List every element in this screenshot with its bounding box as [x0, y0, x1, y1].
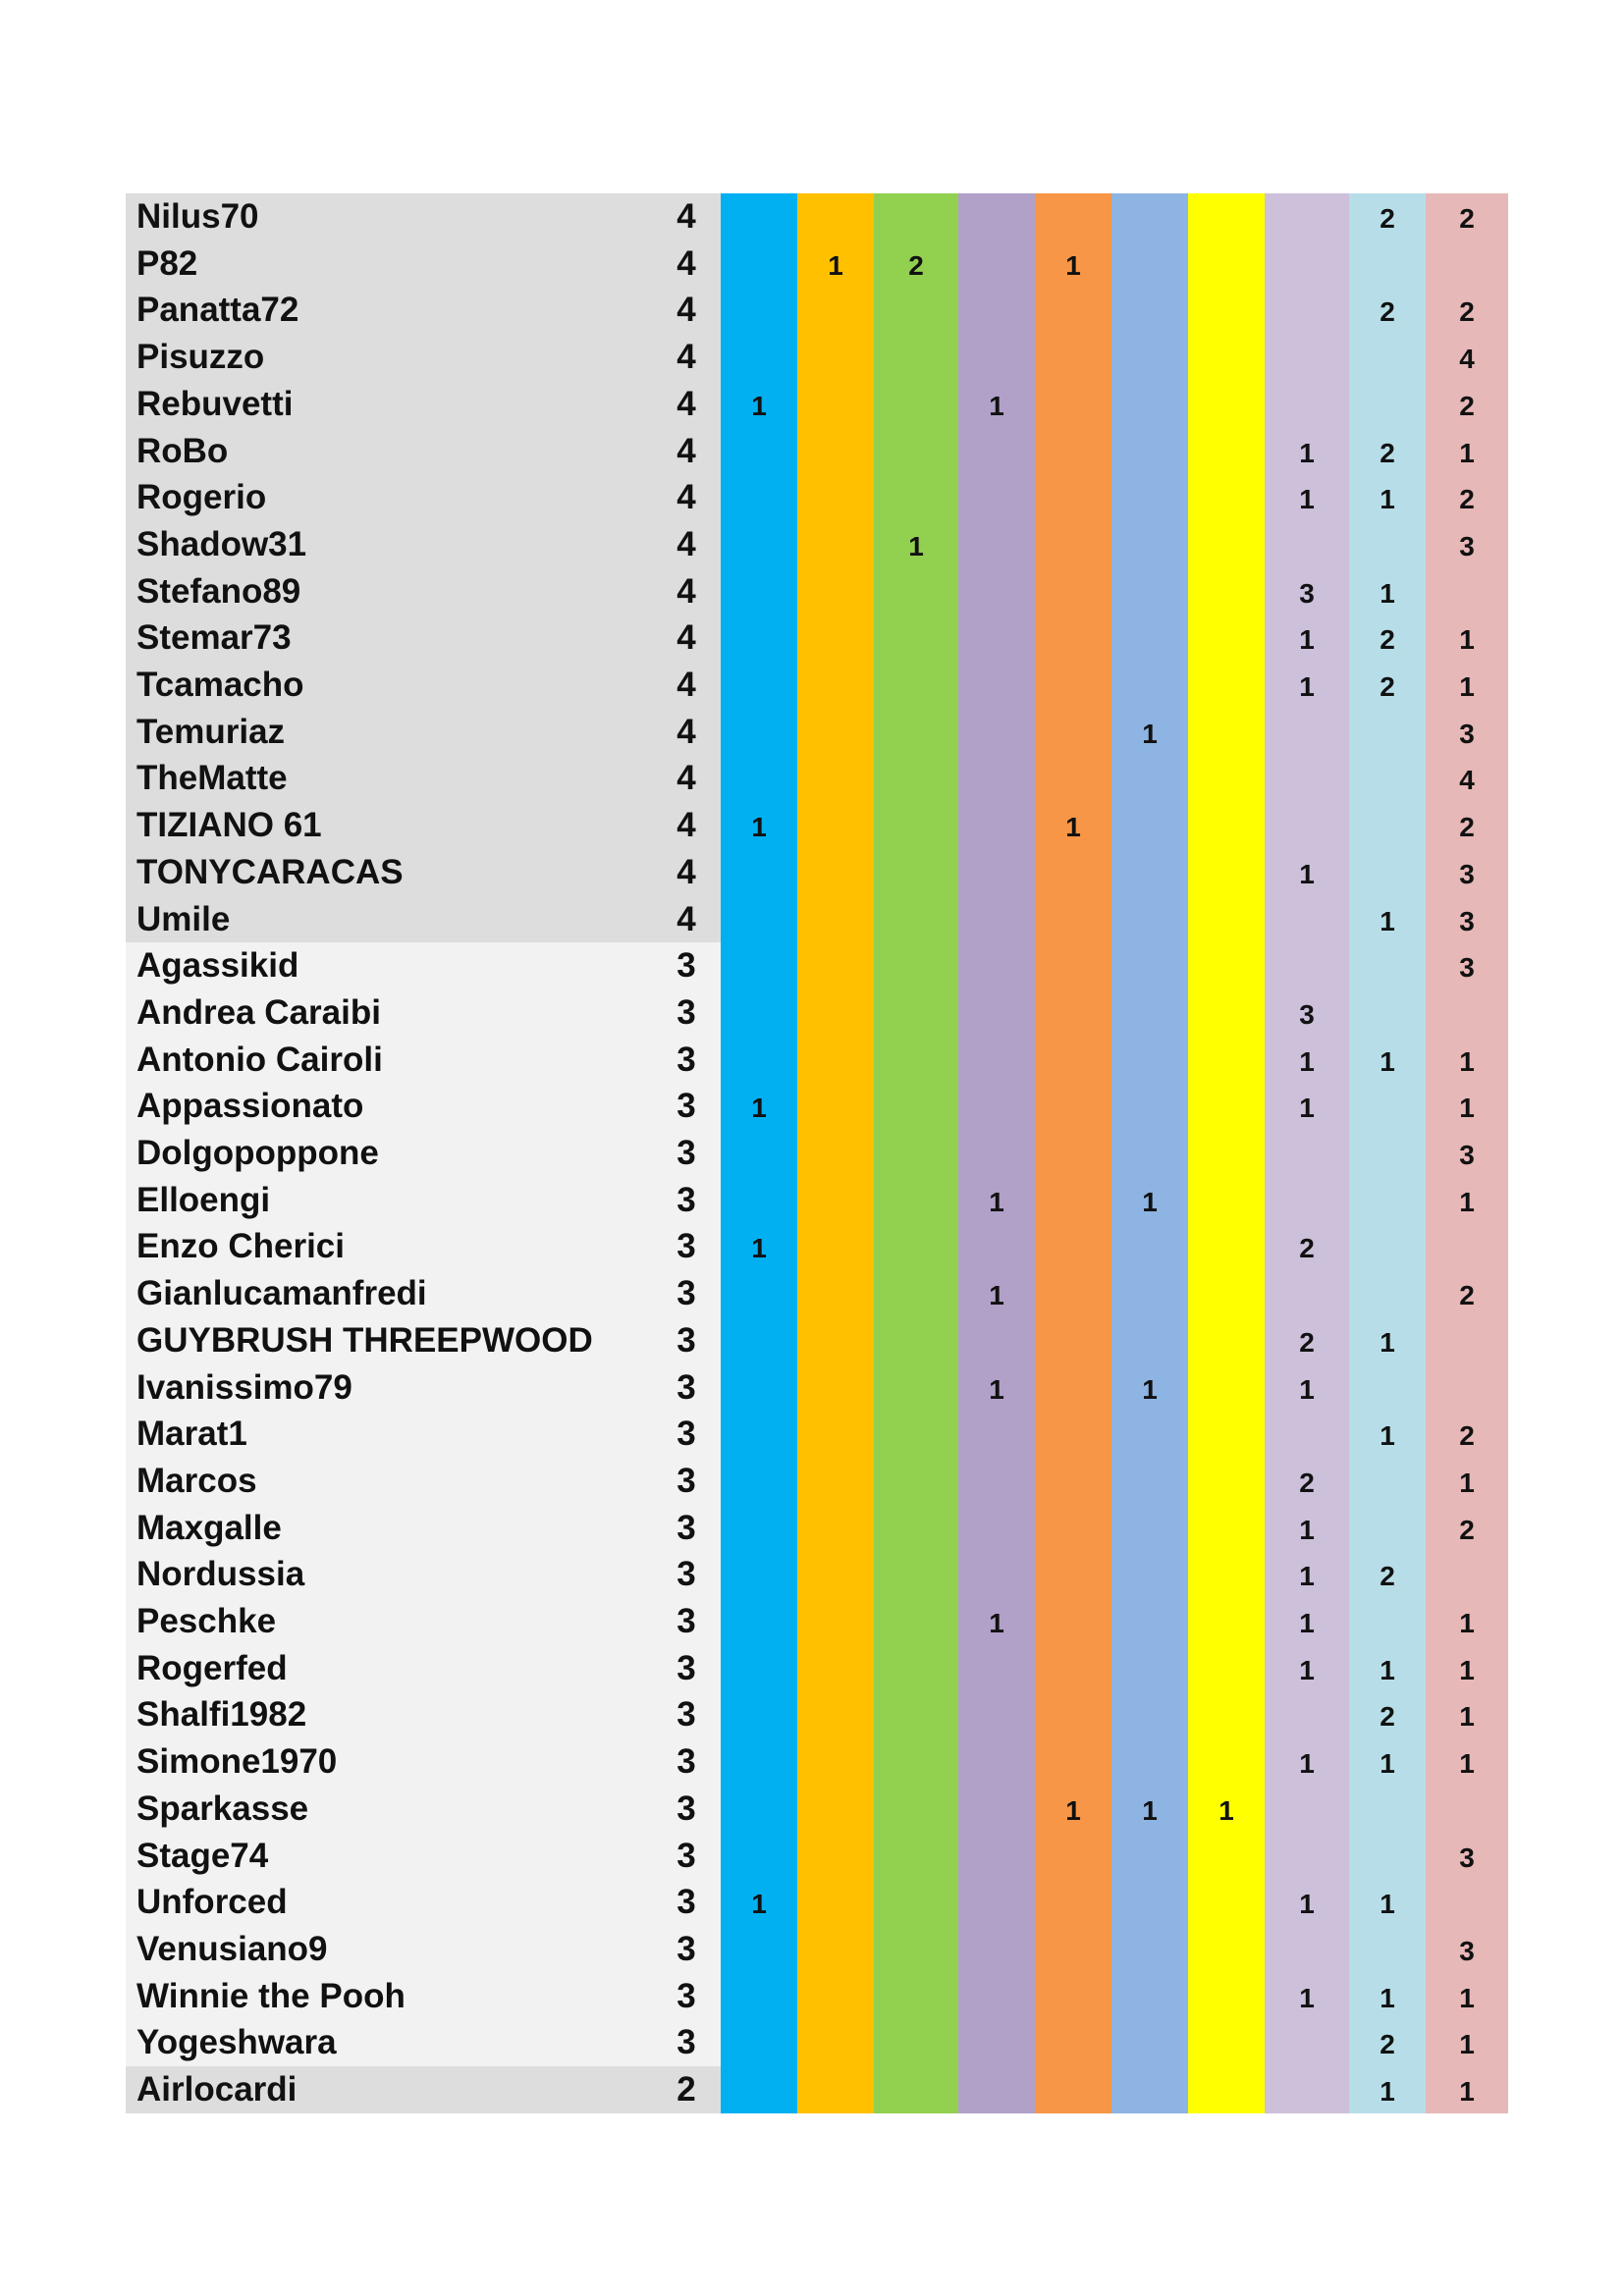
- score-cell: 1: [1380, 1654, 1395, 1685]
- total-score: 3: [677, 1836, 696, 1875]
- score-cell: 3: [1459, 718, 1475, 749]
- total-score: 4: [677, 431, 696, 470]
- score-cell: 1: [1299, 1982, 1315, 2013]
- total-score: 4: [677, 478, 696, 517]
- score-cell: 3: [1459, 1140, 1475, 1170]
- total-score: 4: [677, 571, 696, 611]
- score-cell: 1: [1299, 1748, 1315, 1780]
- score-cell: 2: [1299, 1467, 1315, 1498]
- score-cell: 1: [908, 530, 924, 561]
- player-name: Stefano89: [136, 571, 301, 611]
- score-cell: 1: [1380, 1420, 1395, 1452]
- score-cell: 1: [1142, 1186, 1158, 1217]
- score-cell: 1: [1218, 1794, 1234, 1826]
- score-cell: 1: [1299, 1514, 1315, 1545]
- total-score: 3: [677, 2023, 696, 2062]
- total-score: 3: [677, 1602, 696, 1640]
- total-score: 3: [677, 992, 696, 1032]
- standings-table: [126, 193, 1508, 2113]
- table-row: [126, 1458, 1508, 1505]
- score-cell: 1: [1459, 2029, 1475, 2060]
- score-cell: 1: [751, 390, 767, 421]
- score-cell: 1: [1299, 484, 1315, 515]
- player-name: Unforced: [136, 1883, 288, 1922]
- score-cell: 1: [1459, 1467, 1475, 1498]
- table-row: [126, 896, 1508, 943]
- player-name: P82: [136, 243, 198, 283]
- table-row: [126, 662, 1508, 709]
- score-cell: 3: [1459, 952, 1475, 984]
- score-cell: 1: [1142, 1794, 1158, 1826]
- total-score: 3: [677, 1367, 696, 1407]
- table-row: [126, 1879, 1508, 1926]
- table-row: [126, 240, 1508, 288]
- player-name: Marcos: [136, 1461, 257, 1500]
- player-name: Enzo Cherici: [136, 1227, 345, 1266]
- score-cell: 1: [1299, 1093, 1315, 1124]
- score-cell: 2: [1459, 812, 1475, 843]
- player-name: RoBo: [136, 431, 229, 470]
- score-cell: 2: [1459, 484, 1475, 515]
- table-row: [126, 849, 1508, 896]
- table-row: [126, 942, 1508, 989]
- player-name: Gianlucamanfredi: [136, 1274, 427, 1313]
- total-score: 3: [677, 1695, 696, 1735]
- table-row: [126, 1598, 1508, 1645]
- total-score: 3: [677, 1040, 696, 1079]
- score-cell: 4: [1459, 344, 1475, 375]
- score-cell: 1: [1065, 249, 1081, 281]
- score-cell: 2: [1459, 1280, 1475, 1311]
- table-row: [126, 334, 1508, 381]
- player-name: Rogerfed: [136, 1648, 288, 1687]
- score-cell: 2: [1380, 624, 1395, 656]
- player-name: Andrea Caraibi: [136, 992, 381, 1032]
- total-score: 3: [677, 1555, 696, 1594]
- score-cell: 1: [1299, 858, 1315, 889]
- score-cell: 1: [1142, 1373, 1158, 1405]
- score-cell: 3: [1459, 1842, 1475, 1873]
- table-row: [126, 1083, 1508, 1130]
- total-score: 4: [677, 806, 696, 845]
- total-score: 3: [677, 1976, 696, 2015]
- player-name: Simone1970: [136, 1742, 338, 1782]
- score-cell: 2: [1459, 390, 1475, 421]
- player-name: Maxgalle: [136, 1508, 282, 1547]
- total-score: 4: [677, 712, 696, 751]
- player-name: Pisuzzo: [136, 338, 265, 377]
- total-score: 3: [677, 946, 696, 986]
- score-cell: 1: [1380, 1748, 1395, 1780]
- score-cell: 1: [1459, 1093, 1475, 1124]
- score-cell: 1: [1299, 1045, 1315, 1077]
- score-cell: 1: [1299, 671, 1315, 702]
- player-name: Peschke: [136, 1602, 277, 1640]
- table-row: [126, 474, 1508, 521]
- score-cell: 1: [1380, 905, 1395, 936]
- player-name: Stage74: [136, 1836, 269, 1875]
- score-cell: 1: [1299, 1561, 1315, 1592]
- table-row: [126, 989, 1508, 1037]
- total-score: 3: [677, 1461, 696, 1500]
- total-score: 4: [677, 852, 696, 891]
- player-name: Marat1: [136, 1415, 247, 1454]
- table-row: [126, 1645, 1508, 1692]
- table-row: [126, 193, 1508, 240]
- table-row: [126, 1270, 1508, 1317]
- player-name: Airlocardi: [136, 2070, 298, 2109]
- table-row: [126, 521, 1508, 568]
- player-name: Tcamacho: [136, 666, 304, 704]
- score-cell: 2: [908, 249, 924, 281]
- score-cell: 2: [1380, 437, 1395, 468]
- score-cell: 1: [1380, 2076, 1395, 2107]
- score-cell: 2: [1459, 203, 1475, 234]
- table-row: [126, 1505, 1508, 1552]
- player-name: GUYBRUSH THREEPWOOD: [136, 1320, 593, 1360]
- score-cell: 1: [1142, 718, 1158, 749]
- score-cell: 1: [1299, 1654, 1315, 1685]
- table-row: [126, 1738, 1508, 1786]
- total-score: 4: [677, 759, 696, 798]
- total-score: 3: [677, 1789, 696, 1828]
- table-row: [126, 1691, 1508, 1738]
- score-cell: 4: [1459, 765, 1475, 796]
- table-row: [126, 1177, 1508, 1224]
- player-name: Agassikid: [136, 946, 299, 986]
- score-cell: 1: [751, 1889, 767, 1920]
- player-name: Venusiano9: [136, 1929, 328, 1968]
- score-cell: 3: [1459, 530, 1475, 561]
- table-row: [126, 755, 1508, 802]
- total-score: 3: [677, 1508, 696, 1547]
- total-score: 2: [677, 2070, 696, 2109]
- score-cell: 1: [989, 1608, 1004, 1638]
- table-row: [126, 1364, 1508, 1412]
- total-score: 4: [677, 618, 696, 658]
- score-cell: 1: [1459, 2076, 1475, 2107]
- score-cell: 1: [1459, 671, 1475, 702]
- total-score: 3: [677, 1087, 696, 1126]
- total-score: 4: [677, 666, 696, 704]
- score-cell: 2: [1380, 671, 1395, 702]
- score-cell: 1: [1299, 1373, 1315, 1405]
- total-score: 3: [677, 1134, 696, 1172]
- score-cell: 3: [1459, 858, 1475, 889]
- score-cell: 1: [1065, 1794, 1081, 1826]
- score-cell: 1: [1459, 624, 1475, 656]
- total-score: 3: [677, 1648, 696, 1687]
- total-score: 3: [677, 1742, 696, 1782]
- player-name: Dolgopoppone: [136, 1134, 379, 1172]
- score-cell: 1: [989, 1280, 1004, 1311]
- player-name: Antonio Cairoli: [136, 1040, 383, 1079]
- total-score: 3: [677, 1320, 696, 1360]
- player-name: TIZIANO 61: [136, 806, 322, 845]
- score-cell: 1: [1299, 1889, 1315, 1920]
- player-name: Yogeshwara: [136, 2023, 337, 2062]
- score-cell: 1: [751, 812, 767, 843]
- score-cell: 2: [1299, 1233, 1315, 1264]
- score-cell: 1: [1380, 577, 1395, 609]
- player-name: Shalfi1982: [136, 1695, 307, 1735]
- total-score: 4: [677, 243, 696, 283]
- score-cell: 2: [1380, 1561, 1395, 1592]
- score-cell: 1: [1065, 812, 1081, 843]
- table-row: [126, 1833, 1508, 1880]
- score-cell: 1: [1459, 1608, 1475, 1638]
- table-row: [126, 1223, 1508, 1270]
- table-row: [126, 614, 1508, 662]
- score-cell: 2: [1380, 1701, 1395, 1733]
- score-cell: 1: [1380, 1889, 1395, 1920]
- table-row: [126, 1317, 1508, 1364]
- score-cell: 1: [751, 1233, 767, 1264]
- score-cell: 2: [1459, 296, 1475, 328]
- player-name: Elloengi: [136, 1180, 271, 1219]
- score-cell: 1: [989, 390, 1004, 421]
- player-name: Winnie the Pooh: [136, 1976, 406, 2015]
- total-score: 3: [677, 1929, 696, 1968]
- score-cell: 2: [1380, 2029, 1395, 2060]
- score-cell: 3: [1459, 905, 1475, 936]
- total-score: 4: [677, 899, 696, 938]
- score-cell: 2: [1459, 1514, 1475, 1545]
- table-row: [126, 1037, 1508, 1084]
- total-score: 3: [677, 1180, 696, 1219]
- total-score: 4: [677, 524, 696, 563]
- total-score: 4: [677, 291, 696, 330]
- score-cell: 1: [1299, 1608, 1315, 1638]
- total-score: 3: [677, 1274, 696, 1313]
- score-cell: 2: [1459, 1420, 1475, 1452]
- player-name: Nordussia: [136, 1555, 305, 1594]
- table-row: [126, 287, 1508, 334]
- table-row: [126, 428, 1508, 475]
- player-name: TONYCARACAS: [136, 852, 404, 891]
- player-name: Nilus70: [136, 197, 259, 236]
- table-row: [126, 1551, 1508, 1598]
- table-row: [126, 2066, 1508, 2113]
- player-name: Appassionato: [136, 1087, 364, 1126]
- player-name: TheMatte: [136, 759, 288, 798]
- table-row: [126, 802, 1508, 849]
- player-name: Rebuvetti: [136, 384, 294, 423]
- score-cell: 1: [1459, 1045, 1475, 1077]
- score-cell: 1: [1380, 1982, 1395, 2013]
- player-name: Ivanissimo79: [136, 1367, 352, 1407]
- player-name: Shadow31: [136, 524, 307, 563]
- score-cell: 2: [1380, 203, 1395, 234]
- table-row: [126, 381, 1508, 428]
- table-row: [126, 1926, 1508, 1973]
- total-score: 3: [677, 1227, 696, 1266]
- total-score: 4: [677, 197, 696, 236]
- score-cell: 1: [1299, 437, 1315, 468]
- player-name: Stemar73: [136, 618, 292, 658]
- score-cell: 1: [1380, 484, 1395, 515]
- score-cell: 1: [989, 1186, 1004, 1217]
- player-name: Panatta72: [136, 291, 299, 330]
- player-name: Umile: [136, 899, 231, 938]
- total-score: 3: [677, 1883, 696, 1922]
- score-cell: 2: [1299, 1326, 1315, 1358]
- table-row: [126, 1130, 1508, 1177]
- score-cell: 1: [828, 249, 843, 281]
- score-cell: 3: [1299, 577, 1315, 609]
- score-cell: 1: [1380, 1045, 1395, 1077]
- total-score: 3: [677, 1415, 696, 1454]
- score-cell: 1: [1459, 1748, 1475, 1780]
- score-cell: 3: [1459, 1935, 1475, 1966]
- player-name: Rogerio: [136, 478, 267, 517]
- score-cell: 1: [1459, 437, 1475, 468]
- score-cell: 3: [1299, 998, 1315, 1030]
- table-row: [126, 1411, 1508, 1458]
- score-cell: 1: [1380, 1326, 1395, 1358]
- table-row: [126, 2019, 1508, 2066]
- total-score: 4: [677, 338, 696, 377]
- total-score: 4: [677, 384, 696, 423]
- score-cell: 1: [989, 1373, 1004, 1405]
- score-cell: 1: [1459, 1701, 1475, 1733]
- score-cell: 1: [1459, 1654, 1475, 1685]
- table-row: [126, 1786, 1508, 1833]
- score-cell: 1: [1459, 1186, 1475, 1217]
- table-row: [126, 568, 1508, 615]
- score-cell: 1: [1459, 1982, 1475, 2013]
- score-cell: 1: [1299, 624, 1315, 656]
- table-row: [126, 709, 1508, 756]
- score-cell: 1: [751, 1093, 767, 1124]
- player-name: Temuriaz: [136, 712, 286, 751]
- score-cell: 2: [1380, 296, 1395, 328]
- table-row: [126, 1973, 1508, 2020]
- player-name: Sparkasse: [136, 1789, 309, 1828]
